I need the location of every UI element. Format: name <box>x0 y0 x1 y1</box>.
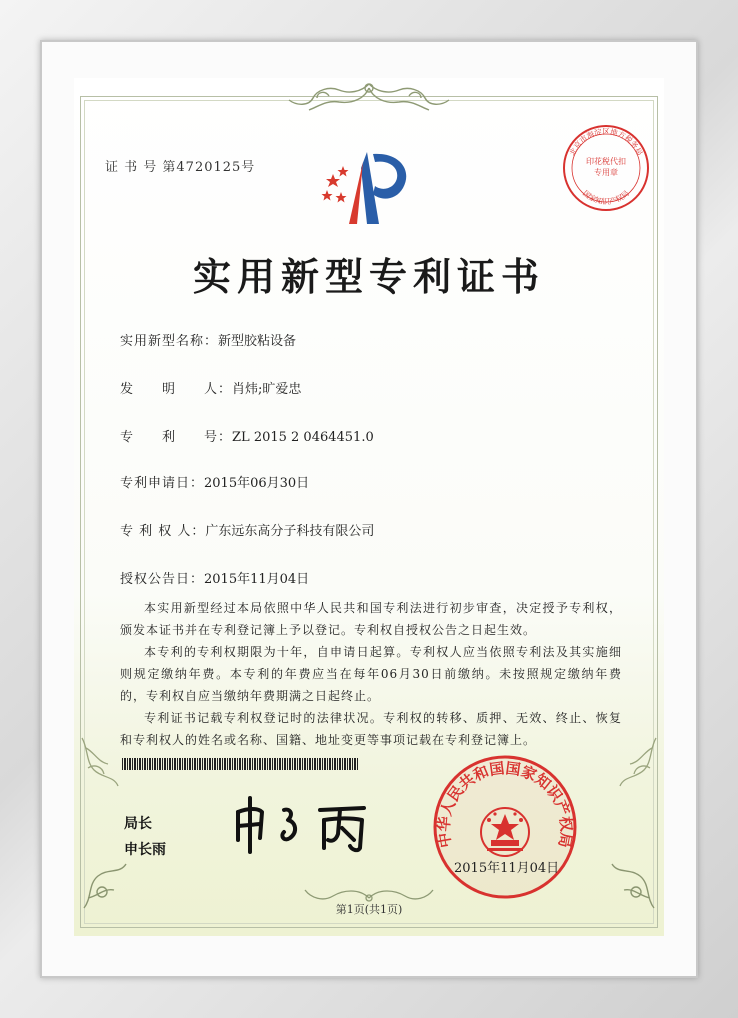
field-model-name <box>120 330 296 349</box>
field-inventor <box>120 378 301 397</box>
seal-small-text: 北京市海淀区地方税务局 <box>567 127 645 157</box>
field-label: 专 利 权 人： <box>120 524 206 539</box>
page-number: 第1页(共1页) <box>335 903 403 916</box>
svg-text:国家知识产权局 <box>581 189 631 206</box>
svg-text:北京市海淀区地方税务局 <box>567 126 645 157</box>
patent-office-logo-icon <box>319 144 419 234</box>
handwritten-signature <box>224 790 384 860</box>
seal-date: 2015年11月04日 <box>454 861 560 876</box>
field-value: 新型胶粘设备 <box>218 334 297 349</box>
body-paragraph: 专利证书记载专利权登记时的法律状况。专利权的转移、质押、无效、终止、恢复和专利权人的姓名或名称、国籍、地址变更等事项记载在专利登记簿上。 <box>120 711 622 747</box>
certificate-body <box>120 597 622 751</box>
official-red-seal <box>432 754 578 900</box>
field-label: 发 明 人： <box>120 382 233 397</box>
field-patent-number <box>120 426 374 445</box>
field-value: 2015年06月30日 <box>204 476 310 491</box>
field-value: 肖炜;旷爱忠 <box>232 382 302 397</box>
certificate-number: 证 书 号 第4720125号 <box>105 160 256 175</box>
seal-small-bottom-text: 国家知识产权局 <box>581 188 631 206</box>
field-value: 2015年11月04日 <box>204 572 310 587</box>
bureau-chief <box>124 811 166 863</box>
barcode <box>122 758 358 770</box>
seal-small-inner-text: 印花税代扣专用章 <box>586 157 626 177</box>
field-label: 专利申请日： <box>120 476 205 491</box>
field-value: ZL 2015 2 0464451.0 <box>232 430 374 445</box>
bureau-title: 局长 <box>124 816 152 832</box>
field-label: 授权公告日： <box>120 572 205 587</box>
certificate <box>74 78 664 936</box>
body-paragraph: 本专利的专利权期限为十年，自申请日起算。专利权人应当依照专利法及其实施细则规定缴纳年费。本专利的年费应当在每年06月30日前缴纳。未按照规定缴纳年费的，专利权自应当缴纳年费期满之日起终止。 <box>120 645 622 703</box>
certificate-title: 实用新型专利证书 <box>192 255 545 299</box>
field-label: 专 利 号： <box>120 430 233 445</box>
field-announce-date <box>120 568 309 587</box>
body-paragraph: 本实用新型经过本局依照中华人民共和国专利法进行初步审查，决定授予专利权，颁发本证书并在专利登记簿上予以登记。专利权自授权公告之日起生效。 <box>120 601 622 637</box>
field-patent-owner <box>120 520 374 539</box>
field-label: 实用新型名称： <box>120 334 219 349</box>
field-value: 广东远东高分子科技有限公司 <box>205 524 375 539</box>
tax-stamp-seal <box>560 122 652 214</box>
field-filing-date <box>120 472 309 491</box>
top-ornament-icon <box>269 78 469 118</box>
bureau-name: 申长雨 <box>124 842 166 858</box>
seal-big-text: 中华人民共和国国家知识产权局 <box>434 759 576 850</box>
